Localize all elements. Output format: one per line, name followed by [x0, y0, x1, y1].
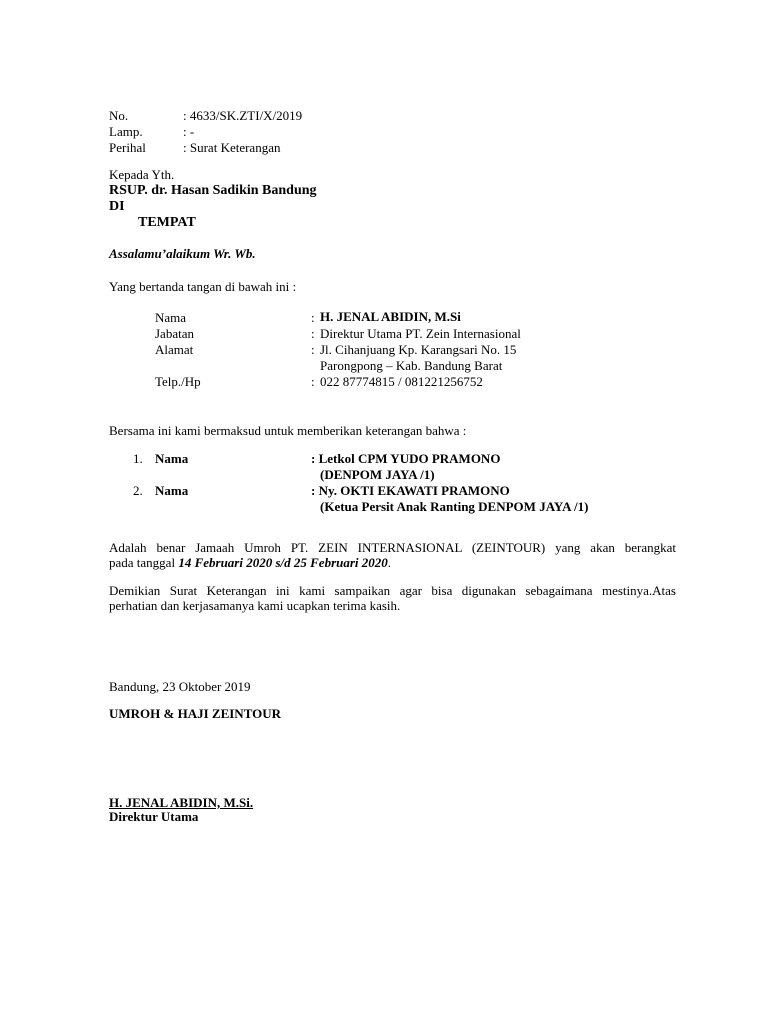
intro-text: Yang bertanda tangan di bawah ini :	[109, 279, 297, 294]
telp-value: 022 87774815 / 081221256752	[320, 374, 483, 389]
person-2-label: Nama	[155, 483, 189, 498]
jabatan-value: Direktur Utama PT. Zein Internasional	[320, 326, 521, 341]
signer-name: H. JENAL ABIDIN, M.Si.	[109, 795, 254, 810]
person-2-detail: (Ketua Persit Anak Ranting DENPOM JAYA /1)	[320, 499, 589, 514]
nama-colon: :	[311, 310, 315, 325]
signer-title: Direktur Utama	[109, 809, 199, 824]
kepada-yth: Kepada Yth.	[109, 167, 175, 182]
jabatan-colon: :	[311, 326, 315, 341]
lamp-value: : -	[183, 124, 195, 139]
body-paragraph-2-line-1: Demikian Surat Keterangan ini kami sampaikan agar bisa digunakan sebagaimana mestinya.Atas	[109, 583, 676, 598]
body-paragraph-1-prefix: pada tanggal	[109, 555, 179, 570]
alamat-line-2: Parongpong – Kab. Bandung Barat	[320, 358, 503, 373]
person-1-label: Nama	[155, 451, 189, 466]
no-value-text: 4633/SK.ZTI/X/2019	[189, 108, 303, 123]
nama-label: Nama	[155, 310, 187, 325]
person-1-number: 1.	[133, 451, 143, 466]
recipient-di: DI	[109, 199, 125, 214]
company-name: UMROH & HAJI ZEINTOUR	[109, 706, 282, 721]
body-paragraph-1-suffix: .	[387, 555, 392, 570]
body-paragraph-1-line-1: Adalah benar Jamaah Umroh PT. ZEIN INTERNASIONAL (ZEINTOUR) yang akan berangkat	[109, 540, 676, 555]
body-paragraph-2-line-2: perhatian dan kerjasamanya kami ucapkan terima kasih.	[109, 598, 401, 613]
departure-dates: 14 Februari 2020 s/d 25 Februari 2020	[178, 555, 388, 570]
no-value: : 4633/SK.ZTI/X/2019	[183, 108, 303, 123]
person-1-detail: (DENPOM JAYA /1)	[320, 467, 435, 482]
alamat-colon: :	[311, 342, 315, 357]
person-2-name: : Ny. OKTI EKAWATI PRAMONO	[311, 483, 510, 498]
person-2-number: 2.	[133, 483, 143, 498]
telp-colon: :	[311, 374, 315, 389]
perihal-label: Perihal	[109, 140, 146, 155]
place-date: Bandung, 23 Oktober 2019	[109, 679, 251, 694]
telp-label: Telp./Hp	[155, 374, 201, 389]
body-paragraph-1-line-2	[109, 555, 391, 571]
recipient-tempat: TEMPAT	[138, 215, 196, 230]
no-label: No.	[109, 108, 129, 123]
greeting: Assalamu’alaikum Wr. Wb.	[109, 246, 256, 261]
recipient-name: RSUP. dr. Hasan Sadikin Bandung	[109, 183, 317, 198]
lamp-label: Lamp.	[109, 124, 143, 139]
jabatan-label: Jabatan	[155, 326, 194, 341]
perihal-value: : Surat Keterangan	[183, 140, 281, 155]
perihal-value-text: Surat Keterangan	[189, 140, 281, 155]
alamat-label: Alamat	[155, 342, 194, 357]
lamp-value-text: -	[189, 124, 195, 139]
alamat-line-1: Jl. Cihanjuang Kp. Karangsari No. 15	[320, 342, 517, 357]
nama-value: H. JENAL ABIDIN, M.Si	[320, 309, 461, 324]
statement-text: Bersama ini kami bermaksud untuk memberikan keterangan bahwa :	[109, 423, 467, 438]
person-1-name: : Letkol CPM YUDO PRAMONO	[311, 451, 501, 466]
